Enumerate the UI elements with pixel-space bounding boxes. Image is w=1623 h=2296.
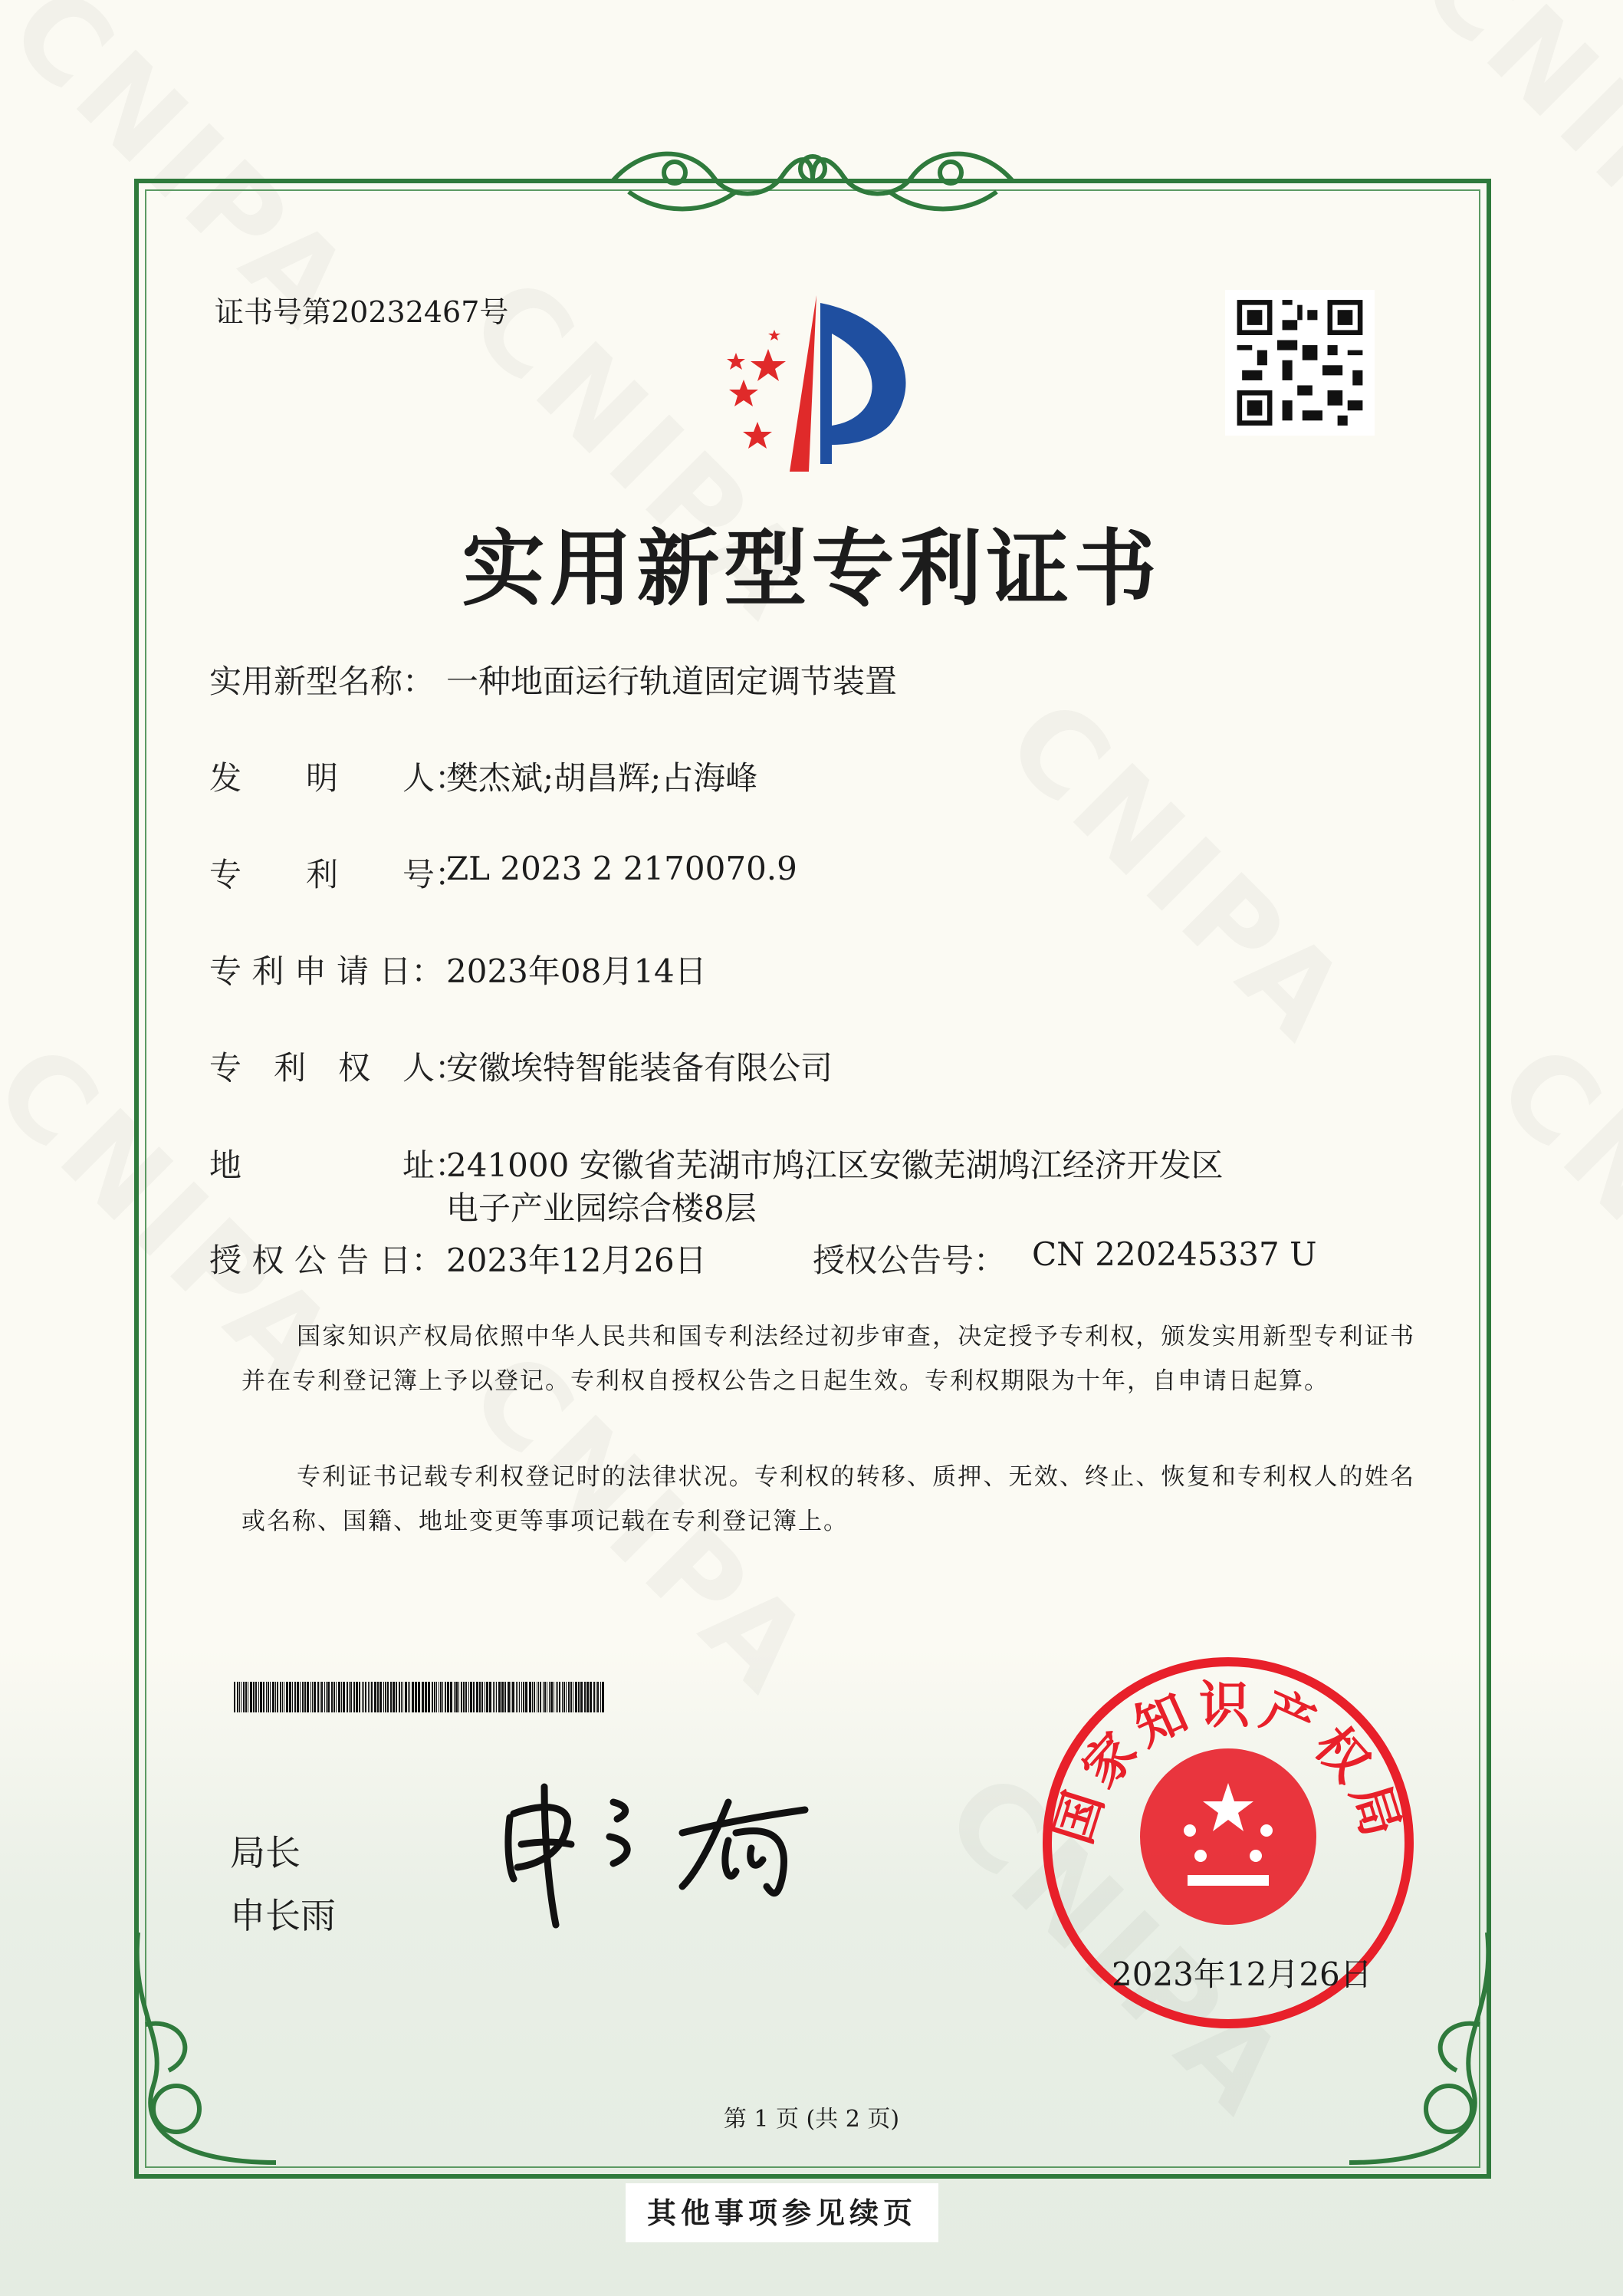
barcode-bar <box>365 1682 366 1712</box>
barcode-bar <box>275 1682 276 1712</box>
barcode-bar <box>362 1682 363 1712</box>
field-value-patent-number: ZL 2023 2 2170070.9 <box>446 850 797 887</box>
barcode-bar <box>341 1682 342 1712</box>
barcode-bar <box>442 1682 443 1712</box>
barcode-bar <box>402 1682 403 1712</box>
barcode-bar <box>559 1682 560 1712</box>
barcode-bar <box>543 1682 544 1712</box>
barcode-bar <box>333 1682 335 1712</box>
barcode-bar <box>363 1682 364 1712</box>
field-value-application-date: 2023年08月14日 <box>446 952 707 990</box>
barcode-bar <box>454 1682 455 1712</box>
barcode-bar <box>418 1682 420 1712</box>
barcode-bar <box>368 1682 369 1712</box>
barcode-bar <box>302 1682 304 1712</box>
barcode-bar <box>377 1682 379 1712</box>
barcode-bar <box>289 1682 291 1712</box>
barcode-bar <box>521 1682 522 1712</box>
barcode-bar <box>359 1682 360 1712</box>
barcode-bar <box>428 1682 430 1712</box>
barcode-bar <box>353 1682 355 1712</box>
barcode-bar <box>405 1682 407 1712</box>
barcode-bar <box>260 1682 262 1712</box>
barcode-bar <box>445 1682 446 1712</box>
barcode-bar <box>371 1682 373 1712</box>
barcode-bar <box>324 1682 325 1712</box>
barcode-bar <box>268 1682 269 1712</box>
barcode-bar <box>338 1682 340 1712</box>
barcode-bar <box>517 1682 518 1712</box>
barcode-bar <box>458 1682 459 1712</box>
barcode-bar <box>409 1682 410 1712</box>
barcode-bar <box>575 1682 577 1712</box>
barcode-bar <box>562 1682 563 1712</box>
barcode-bar <box>263 1682 264 1712</box>
field-value-name: 一种地面运行轨道固定调节装置 <box>446 663 898 700</box>
barcode-bar <box>501 1682 504 1712</box>
barcode-bar <box>504 1682 506 1712</box>
barcode-bar <box>455 1682 458 1712</box>
barcode-bar <box>253 1682 255 1712</box>
field-label-address: 地 址： <box>209 1146 468 1184</box>
barcode-bar <box>270 1682 271 1712</box>
barcode-bar <box>498 1682 501 1712</box>
barcode-bar <box>307 1682 309 1712</box>
barcode-bar <box>470 1682 472 1712</box>
barcode-bar <box>568 1682 570 1712</box>
barcode-bar <box>280 1682 281 1712</box>
barcode-bar <box>476 1682 478 1712</box>
barcode-bar <box>434 1682 435 1712</box>
barcode-bar <box>415 1682 417 1712</box>
barcode-bar <box>529 1682 531 1712</box>
barcode-bar <box>387 1682 389 1712</box>
barcode-bar <box>486 1682 488 1712</box>
barcode-bar <box>327 1682 330 1712</box>
barcode-bar <box>534 1682 535 1712</box>
barcode-bar <box>294 1682 296 1712</box>
barcode-bar <box>383 1682 384 1712</box>
barcode-bar <box>489 1682 491 1712</box>
qr-code <box>1225 290 1375 436</box>
field-value-grant-number: CN 220245337 U <box>1032 1235 1317 1273</box>
barcode-bar <box>356 1682 358 1712</box>
barcode-bar <box>550 1682 553 1712</box>
field-value-grant-date: 2023年12月26日 <box>446 1242 707 1279</box>
barcode-bar <box>523 1682 524 1712</box>
barcode-bar <box>312 1682 313 1712</box>
barcode-bar <box>239 1682 240 1712</box>
barcode-bar <box>473 1682 475 1712</box>
field-value-address: 241000 安徽省芜湖市鸠江区安徽芜湖鸠江经济开发区 <box>446 1146 1224 1184</box>
barcode-bar <box>556 1682 557 1712</box>
top-ornament <box>583 138 1043 222</box>
barcode-bar <box>379 1682 382 1712</box>
statement-paragraph-1: 国家知识产权局依照中华人民共和国专利法经过初步审查，决定授予专利权，颁发实用新型专利证书并在专利登记簿上予以登记。专利权自授权公告之日起生效。专利权期限为十年，自申请日起算。 <box>241 1323 1415 1395</box>
barcode-bar <box>525 1682 527 1712</box>
field-label-grant-number: 授权公告号： <box>813 1242 1007 1279</box>
barcode-bar <box>450 1682 452 1712</box>
barcode-bar <box>286 1682 288 1712</box>
cnipa-logo <box>698 288 935 479</box>
barcode-bar <box>494 1682 495 1712</box>
barcode-bar <box>570 1682 572 1712</box>
barcode-bar <box>432 1682 433 1712</box>
barcode-bar <box>532 1682 533 1712</box>
field-label-grant-date: 授 权 公 告 日： <box>209 1242 444 1279</box>
field-label-name: 实用新型名称： <box>209 663 435 700</box>
barcode-bar <box>343 1682 345 1712</box>
barcode-bar <box>602 1682 604 1712</box>
field-value-inventor: 樊杰斌;胡昌辉;占海峰 <box>446 759 758 797</box>
barcode-bar <box>436 1682 437 1712</box>
seal-date: 2023年12月26日 <box>1112 1956 1372 1993</box>
barcode-bar <box>422 1682 424 1712</box>
field-label-inventor: 发 明 人： <box>209 759 468 797</box>
barcode-bar <box>393 1682 395 1712</box>
barcode-bar <box>538 1682 539 1712</box>
barcode-bar <box>399 1682 400 1712</box>
barcode-bar <box>272 1682 274 1712</box>
barcode-bar <box>481 1682 483 1712</box>
barcode-bar <box>297 1682 299 1712</box>
barcode-bar <box>412 1682 414 1712</box>
barcode-bar <box>317 1682 319 1712</box>
barcode-bar <box>277 1682 278 1712</box>
barcode-bar <box>314 1682 316 1712</box>
barcode-bar <box>390 1682 392 1712</box>
field-value-patentee: 安徽埃特智能装备有限公司 <box>446 1049 833 1087</box>
barcode-bar <box>310 1682 311 1712</box>
barcode-bar <box>237 1682 238 1712</box>
barcode <box>234 1682 643 1712</box>
field-label-application-date: 专 利 申 请 日： <box>209 952 444 990</box>
barcode-bar <box>512 1682 514 1712</box>
barcode-bar <box>440 1682 442 1712</box>
barcode-bar <box>350 1682 352 1712</box>
barcode-bar <box>292 1682 293 1712</box>
barcode-bar <box>557 1682 558 1712</box>
barcode-bar <box>540 1682 541 1712</box>
field-label-patent-number: 专 利 号： <box>209 856 468 893</box>
barcode-bar <box>425 1682 427 1712</box>
signatory-title: 局长 <box>230 1832 301 1873</box>
barcode-bar <box>401 1682 402 1712</box>
barcode-bar <box>331 1682 333 1712</box>
barcode-bar <box>461 1682 462 1712</box>
statement-paragraph-2: 专利证书记载专利权登记时的法律状况。专利权的转移、质押、无效、终止、恢复和专利权人的姓名或名称、国籍、地址变更等事项记载在专利登记簿上。 <box>241 1463 1415 1535</box>
barcode-bar <box>549 1682 550 1712</box>
barcode-bar <box>586 1682 589 1712</box>
barcode-bar <box>580 1682 583 1712</box>
continuation-note: 其他事项参见续页 <box>626 2183 938 2242</box>
barcode-bar <box>245 1682 247 1712</box>
barcode-bar <box>578 1682 580 1712</box>
field-label-patentee: 专 利 权 人： <box>209 1049 468 1087</box>
barcode-bar <box>519 1682 520 1712</box>
barcode-bar <box>496 1682 497 1712</box>
barcode-bar <box>347 1682 348 1712</box>
barcode-bar <box>597 1682 599 1712</box>
barcode-bar <box>544 1682 546 1712</box>
barcode-bar <box>321 1682 323 1712</box>
barcode-bar <box>590 1682 592 1712</box>
barcode-bar <box>396 1682 397 1712</box>
barcode-bar <box>282 1682 283 1712</box>
barcode-bar <box>304 1682 306 1712</box>
barcode-bar <box>349 1682 350 1712</box>
certificate-number: 证书号第20232467号 <box>215 295 509 329</box>
barcode-bar <box>447 1682 449 1712</box>
barcode-bar <box>266 1682 267 1712</box>
barcode-bar <box>234 1682 235 1712</box>
barcode-bar <box>508 1682 510 1712</box>
barcode-bar <box>408 1682 409 1712</box>
seal-text: 国家知识产权局 <box>1043 1675 1414 1851</box>
barcode-bar <box>465 1682 467 1712</box>
watermark <box>1472 1020 1623 1415</box>
barcode-bar <box>385 1682 386 1712</box>
barcode-bar <box>255 1682 257 1712</box>
national-emblem-icon <box>1140 1748 1316 1925</box>
barcode-bar <box>479 1682 481 1712</box>
barcode-bar <box>516 1682 517 1712</box>
corner-ornament-left <box>123 1933 299 2186</box>
barcode-bar <box>243 1682 245 1712</box>
barcode-bar <box>258 1682 259 1712</box>
barcode-bar <box>463 1682 465 1712</box>
barcode-bar <box>593 1682 595 1712</box>
barcode-bar <box>566 1682 567 1712</box>
barcode-bar <box>326 1682 327 1712</box>
barcode-bar <box>584 1682 586 1712</box>
barcode-bar <box>250 1682 252 1712</box>
barcode-bar <box>600 1682 601 1712</box>
barcode-bar <box>300 1682 301 1712</box>
barcode-bar <box>493 1682 494 1712</box>
signatory-name: 申长雨 <box>230 1895 336 1936</box>
certificate-title: 实用新型专利证书 <box>462 521 1161 617</box>
barcode-bar <box>336 1682 337 1712</box>
field-value-address-line2: 电子产业园综合楼8层 <box>446 1189 757 1227</box>
barcode-bar <box>374 1682 376 1712</box>
handwritten-signature <box>498 1771 836 1933</box>
page-number: 第 1 页 (共 2 页) <box>723 2106 900 2133</box>
barcode-bar <box>468 1682 469 1712</box>
barcode-bar <box>563 1682 565 1712</box>
